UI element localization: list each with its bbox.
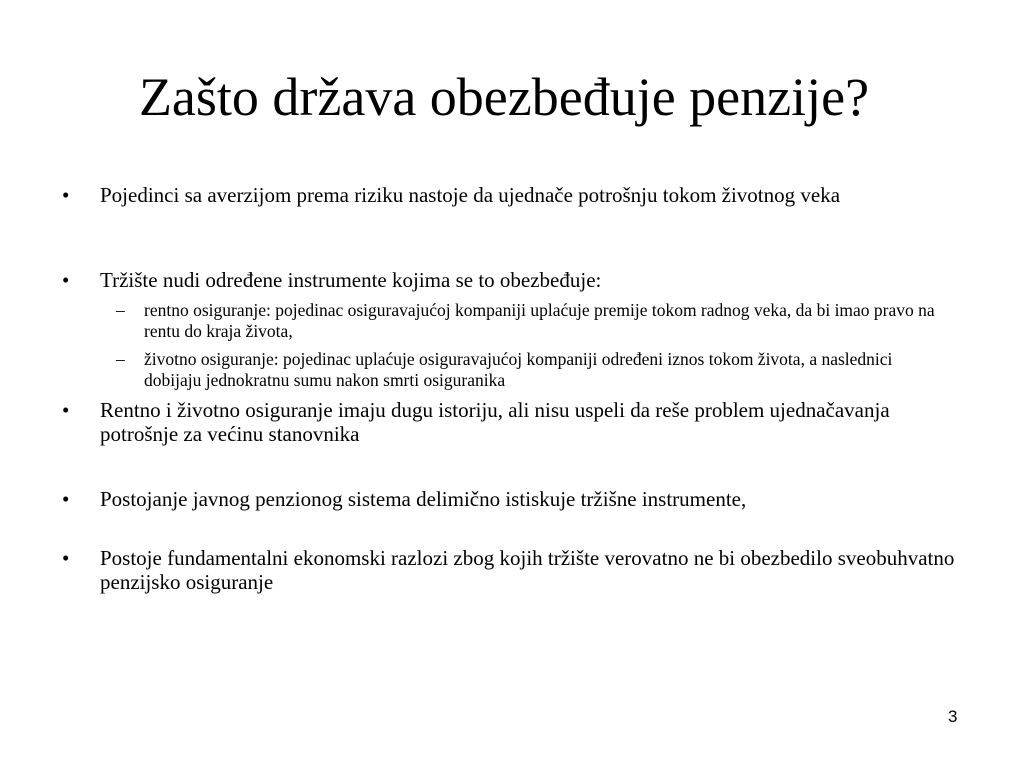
bullet-marker: •	[62, 546, 70, 570]
bullet-marker: •	[62, 487, 70, 511]
sub-bullet-marker: –	[116, 300, 125, 320]
bullet-text: Rentno i životno osiguranje imaju dugu istoriju, ali nisu uspeli da reše problem ujednačavanja potrošnje za većinu stanovnika	[100, 398, 890, 446]
bullet-text: Postojanje javnog penzionog sistema delimično istiskuje tržišne instrumente,	[100, 487, 747, 511]
bullet-marker: •	[62, 183, 70, 207]
bullet-marker: •	[62, 268, 70, 292]
bullet-text: Postoje fundamentalni ekonomski razlozi zbog kojih tržište verovatno ne bi obezbedilo sveobuhvatno penzijsko osiguranje	[100, 546, 955, 594]
page-number: 3	[948, 707, 958, 726]
bullet-text: Tržište nudi određene instrumente kojima se to obezbeđuje:	[100, 268, 602, 292]
sub-bullet-text: životno osiguranje: pojedinac uplaćuje osiguravajućoj kompaniji određeni iznos tokom života, a naslednici dobijaju jednokratnu sumu nakon smrti osiguranika	[144, 349, 893, 390]
slide-title: Zašto država obezbeđuje penzije?	[138, 67, 870, 127]
sub-bullet-text: rentno osiguranje: pojedinac osiguravajućoj kompaniji uplaćuje premije tokom radnog veka, da bi imao pravo na rentu do kraja života,	[144, 300, 935, 341]
sub-bullet-marker: –	[116, 349, 125, 369]
bullet-marker: •	[62, 398, 70, 422]
bullet-text: Pojedinci sa averzijom prema riziku nastoje da ujednače potrošnju tokom životnog veka	[100, 183, 841, 207]
